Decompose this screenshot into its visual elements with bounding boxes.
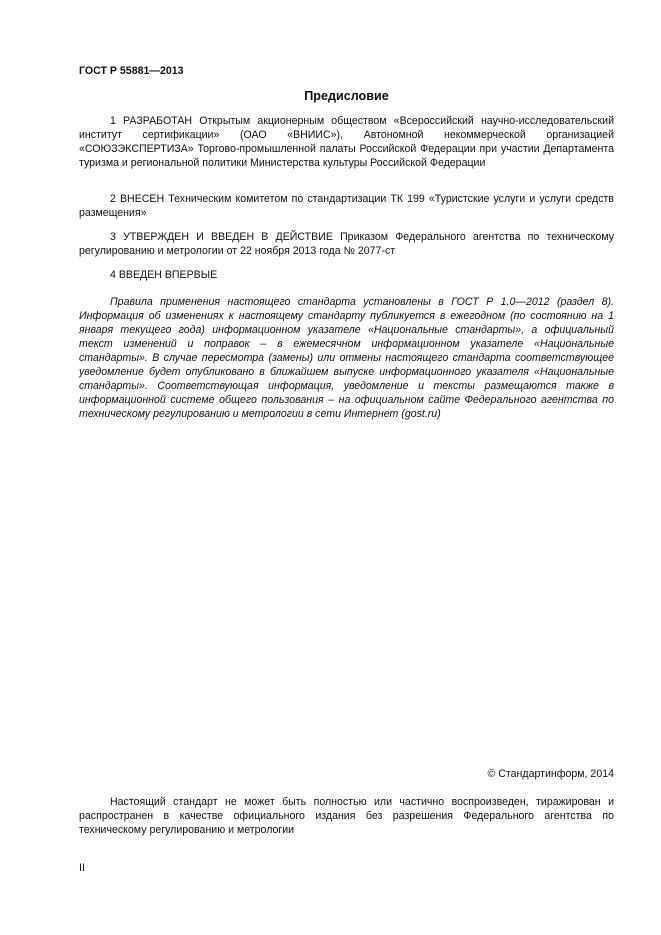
page-number: II <box>79 862 85 874</box>
section-approved: 3 УТВЕРЖДЕН И ВВЕДЕН В ДЕЙСТВИЕ Приказом Федерального агентства по техническому регулированию и метрологии от 22 ноября 2013 года № 2077-ст <box>79 231 614 257</box>
copyright-line: © Стандартинформ, 2014 <box>487 768 614 780</box>
document-code: ГОСТ Р 55881—2013 <box>79 65 184 77</box>
legal-notice: Настоящий стандарт не может быть полностью или частично воспроизведен, тиражирован и распространен в качестве официального издания без разрешения Федерального агентства по техническому регулированию и метрологии <box>79 796 614 836</box>
section-first-introduced: 4 ВВЕДЕН ВПЕРВЫЕ <box>110 269 218 281</box>
section-introduced: 2 ВНЕСЕН Техническим комитетом по стандартизации ТК 199 «Туристские услуги и услуги средств размещения» <box>79 193 614 219</box>
page-title: Предисловие <box>304 89 389 103</box>
section-developed: 1 РАЗРАБОТАН Открытым акционерным обществом «Всероссийский научно-исследовательский институт сертификации» (ОАО «ВНИИС»), Автономной некоммерческой организацией «СОЮЗЭКСПЕРТИЗА» Торгово-промышленной палаты Российской Федерации при участии Департамента туризма и региональной политики Министерства культуры Российской Федерации <box>79 115 614 169</box>
notice-paragraph: Правила применения настоящего стандарта установлены в ГОСТ Р 1.0—2012 (раздел 8). Информация об изменениях к настоящему стандарту публикуется в ежегодном (по состоянию на 1 января текущего года) информационном указателе «Национальные стандарты», а официальный текст изменений и поправок – в ежемесячном информационном указателе «Национальные стандарты». В случае пересмотра (замены) или отмены настоящего стандарта соответствующее уведомление будет опубликовано в ближайшем выпуске информационного указателя «Национальные стандарты». Соответствующая информация, уведомление и тексты размещаются также в информационной системе общего пользования – на официальном сайте Федерального агентства по техническому регулированию и метрологии в сети Интернет (gost.ru) <box>79 296 614 420</box>
